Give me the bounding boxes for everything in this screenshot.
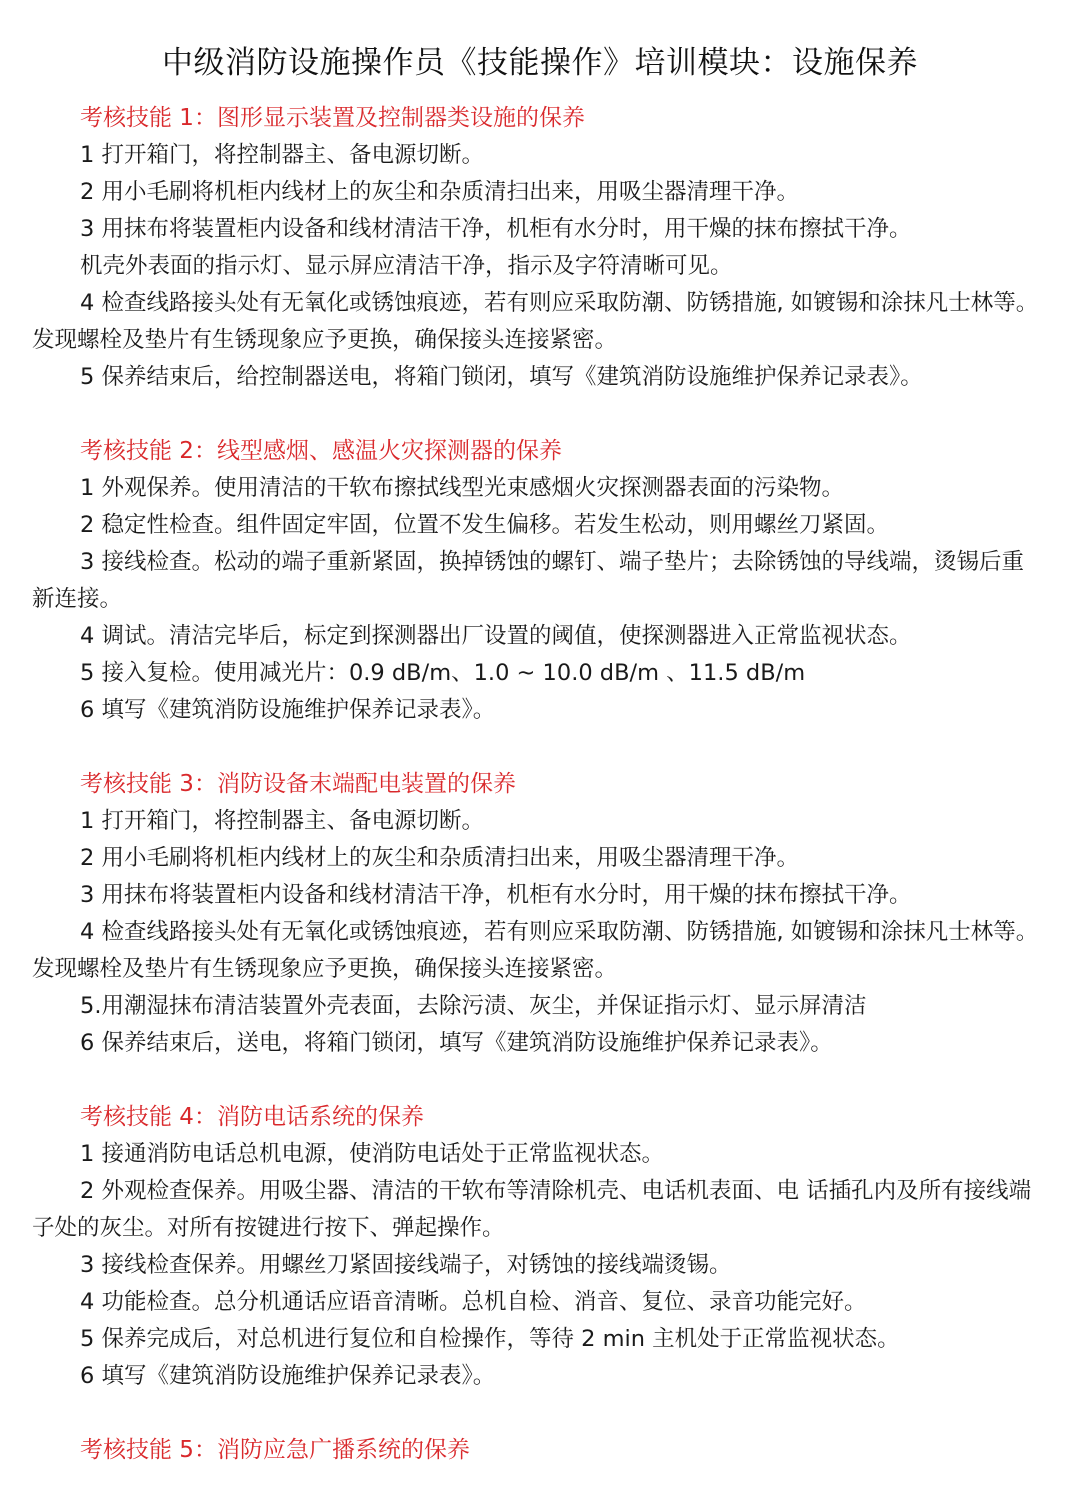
- list-item: 1 接通消防电话总机电源，使消防电话处于正常监视状态。: [80, 1141, 664, 1167]
- section-skill-3: [0, 766, 1080, 1062]
- list-item: 1 打开箱门，将控制器主、备电源切断。: [80, 808, 484, 834]
- section-skill-5: [0, 1432, 1080, 1469]
- list-item: 5 保养结束后，给控制器送电，将箱门锁闭，填写《建筑消防设施维护保养记录表》。: [80, 364, 923, 390]
- section-heading: 考核技能 1：图形显示装置及控制器类设施的保养: [80, 105, 585, 131]
- list-item: 5 接入复检。使用减光片：0.9 dB/m、1.0 ~ 10.0 dB/m 、11.5 dB/m: [80, 660, 806, 686]
- list-item: 6 填写《建筑消防设施维护保养记录表》。: [80, 697, 496, 723]
- list-item: 机壳外表面的指示灯、显示屏应清洁干净，指示及字符清晰可见。: [80, 253, 733, 279]
- list-item: 5 保养完成后，对总机进行复位和自检操作，等待 2 min 主机处于正常监视状态。: [80, 1326, 900, 1352]
- section-skill-1: [0, 100, 1080, 396]
- list-item: 4 检查线路接头处有无氧化或锈蚀痕迹，若有则应采取防潮、防锈措施, 如镀锡和涂抹凡士林等。发现螺栓及垫片有生锈现象应予更换，确保接头连接紧密。: [32, 290, 1039, 353]
- list-item: 3 接线检查保养。用螺丝刀紧固接线端子，对锈蚀的接线端烫锡。: [80, 1252, 732, 1278]
- list-item: 3 用抹布将装置柜内设备和线材清洁干净，机柜有水分时，用干燥的抹布擦拭干净。: [80, 882, 912, 908]
- list-item: 2 用小毛刷将机柜内线材上的灰尘和杂质清扫出来，用吸尘器清理干净。: [80, 179, 799, 205]
- section-skill-2: [0, 433, 1080, 729]
- list-item: 3 接线检查。松动的端子重新紧固，换掉锈蚀的螺钉、端子垫片；去除锈蚀的导线端，烫锡后重新连接。: [32, 549, 1024, 612]
- list-item: 4 调试。清洁完毕后，标定到探测器出厂设置的阈值，使探测器进入正常监视状态。: [80, 623, 912, 649]
- list-item: 6 填写《建筑消防设施维护保养记录表》。: [80, 1363, 496, 1389]
- list-item: 1 打开箱门，将控制器主、备电源切断。: [80, 142, 484, 168]
- list-item: 4 检查线路接头处有无氧化或锈蚀痕迹，若有则应采取防潮、防锈措施, 如镀锡和涂抹凡士林等。发现螺栓及垫片有生锈现象应予更换，确保接头连接紧密。: [32, 919, 1039, 982]
- list-item: 2 外观检查保养。用吸尘器、清洁的干软布等清除机壳、电话机表面、电 话插孔内及所有接线端子处的灰尘。对所有按键进行按下、弹起操作。: [32, 1178, 1032, 1241]
- list-item: 2 用小毛刷将机柜内线材上的灰尘和杂质清扫出来，用吸尘器清理干净。: [80, 845, 799, 871]
- list-item: 6 保养结束后，送电，将箱门锁闭，填写《建筑消防设施维护保养记录表》。: [80, 1030, 833, 1056]
- section-heading: 考核技能 2：线型感烟、感温火灾探测器的保养: [80, 438, 562, 464]
- section-skill-4: [0, 1099, 1080, 1395]
- page-title: 中级消防设施操作员《技能操作》培训模块：设施保养: [162, 45, 918, 81]
- section-heading: 考核技能 4：消防电话系统的保养: [80, 1104, 424, 1130]
- list-item: 5.用潮湿抹布清洁装置外壳表面，去除污渍、灰尘，并保证指示灯、显示屏清洁: [80, 993, 867, 1019]
- section-heading: 考核技能 3：消防设备末端配电装置的保养: [80, 771, 516, 797]
- list-item: 1 外观保养。使用清洁的干软布擦拭线型光束感烟火灾探测器表面的污染物。: [80, 475, 844, 501]
- list-item: 2 稳定性检查。组件固定牢固，位置不发生偏移。若发生松动，则用螺丝刀紧固。: [80, 512, 889, 538]
- list-item: 4 功能检查。总分机通话应语音清晰。总机自检、消音、复位、录音功能完好。: [80, 1289, 867, 1315]
- list-item: 3 用抹布将装置柜内设备和线材清洁干净，机柜有水分时，用干燥的抹布擦拭干净。: [80, 216, 912, 242]
- section-heading: 考核技能 5：消防应急广播系统的保养: [80, 1437, 470, 1463]
